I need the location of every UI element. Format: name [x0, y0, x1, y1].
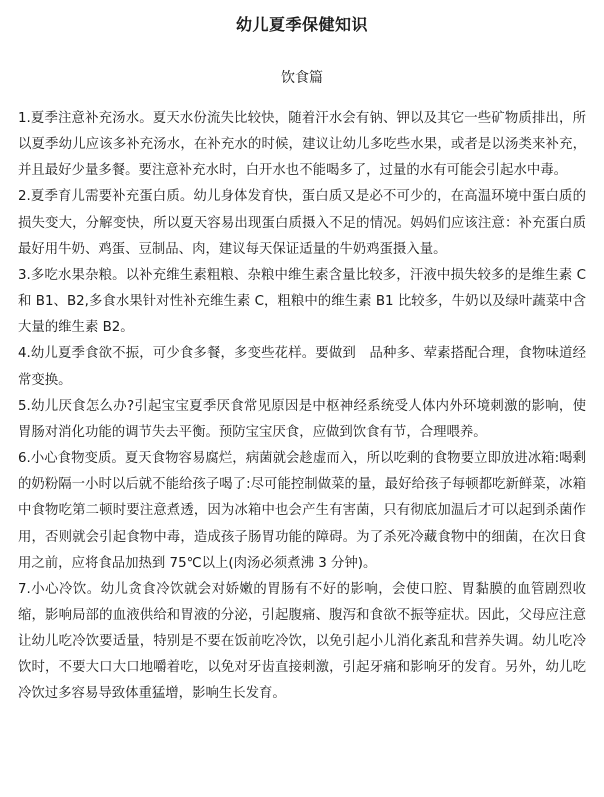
- paragraph-5: 5.幼儿厌食怎么办?引起宝宝夏季厌食常见原因是中枢神经系统受人体内外环境刺激的影响，使胃肠对消化功能的调节失去平衡。预防宝宝厌食，应做到饮食有节，合理喂养。: [18, 398, 586, 440]
- section-heading: 饮食篇: [281, 70, 323, 86]
- paragraph-1: 1.夏季注意补充汤水。夏天水份流失比较快，随着汗水会有钠、钾以及其它一些矿物质排出，所以夏季幼儿应该多补充汤水，在补充水的时候，建议让幼儿多吃些水果，或者是以汤类来补充，并且最好少量多餐。要注意补充水时，白开水也不能喝多了，过量的水有可能会引起水中毒。: [18, 111, 586, 179]
- paragraph-4: 4.幼儿夏季食欲不振，可少食多餐，多变些花样。要做到 品种多、荤素搭配合理，食物味道经常变换。: [18, 346, 586, 388]
- paragraph-7: 7.小心冷饮。幼儿贪食冷饮就会对娇嫩的胃肠有不好的影响，会使口腔、胃黏膜的血管剧烈收缩，影响局部的血液供给和胃液的分泌，引起腹痛、腹泻和食欲不振等症状。因此，父母应注意让幼儿吃冷饮要适量，特别是不要在饭前吃冷饮，以免引起小儿消化紊乱和营养失调。幼儿吃冷饮时，不要大口大口地嚼着吃，以免对牙齿直接刺激，引起牙痛和影响牙的发育。另外，幼儿吃冷饮过多容易导致体重猛增，影响生长发育。: [18, 581, 586, 702]
- paragraph-2: 2.夏季育儿需要补充蛋白质。幼儿身体发育快，蛋白质又是必不可少的，在高温环境中蛋白质的损失变大，分解变快，所以夏天容易出现蛋白质摄入不足的情况。妈妈们应该注意：补充蛋白质最好用牛奶、鸡蛋、豆制品、肉，建议每天保证适量的牛奶鸡蛋摄入量。: [18, 189, 586, 257]
- paragraph-3: 3.多吃水果杂粮。以补充维生素粗粮、杂粮中维生素含量比较多，汗液中损失较多的是维生素 C 和 B1、B2,多食水果针对性补充维生素 C，粗粮中的维生素 B1 比较多，牛奶以及绿叶蔬菜中含大量的维生素 B2。: [18, 267, 586, 336]
- document-title: 幼儿夏季保健知识: [235, 15, 368, 34]
- document-body: [18, 106, 586, 708]
- paragraph-6: 6.小心食物变质。夏天食物容易腐烂，病菌就会趁虚而入，所以吃剩的食物要立即放进冰箱:喝剩的奶粉隔一小时以后就不能给孩子喝了:尽可能控制做菜的量，最好给孩子每顿都吃新鲜菜，冰箱中食物吃第二顿时要注意煮透，因为冰箱中也会产生有害菌，只有彻底加温后才可以起到杀菌作用，否则就会引起食物中毒，造成孩子肠胃功能的障碍。为了杀死冷藏食物中的细菌，在次日食用之前，应将食品加热到 75℃以上(肉汤必须煮沸 3 分钟)。: [18, 451, 586, 571]
